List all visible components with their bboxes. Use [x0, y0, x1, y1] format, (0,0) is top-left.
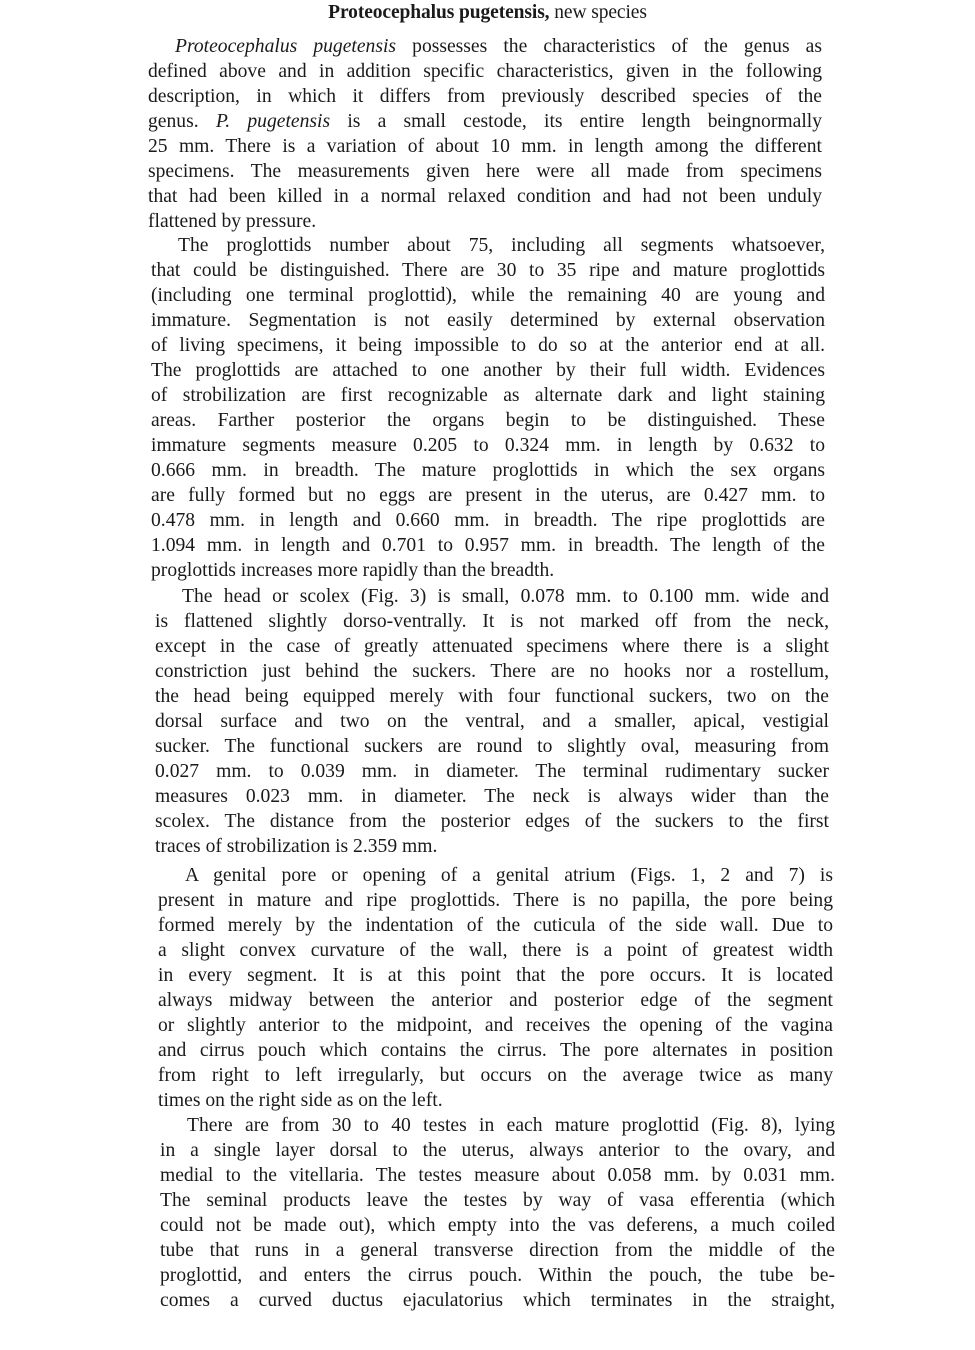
text-line — [148, 184, 822, 209]
text-line — [148, 59, 822, 84]
text-line — [155, 759, 829, 784]
paragraph-introduction — [148, 34, 822, 234]
text-line — [151, 233, 825, 258]
text-line — [160, 1263, 835, 1288]
text-line — [158, 1038, 833, 1063]
text-run: medial to the vitellaria. The testes measure about 0.058 mm. by 0.031 mm. — [160, 1165, 835, 1186]
text-line — [160, 1163, 835, 1188]
text-run: the head being equipped merely with four functional suckers, two on the — [155, 686, 829, 707]
text-run: 0.666 mm. in breadth. The mature proglottids in which the sex organs — [151, 460, 825, 481]
text-run: that had been killed in a normal relaxed condition and had not been unduly — [148, 186, 822, 207]
italic-taxon-name: P. pugetensis — [215, 111, 331, 132]
text-run: of strobilization are first recognizable as alternate dark and light staining — [151, 385, 825, 406]
text-run: flattened by pressure. — [148, 211, 317, 232]
text-line — [155, 809, 829, 834]
text-run: A genital pore or opening of a genital atrium (Figs. 1, 2 and 7) is — [185, 865, 833, 886]
text-line — [155, 659, 829, 684]
text-run: 25 mm. There is a variation of about 10 mm. in length among the different — [148, 136, 822, 157]
paragraph-genital-pore — [158, 863, 833, 1113]
text-line — [158, 863, 833, 888]
text-run: immature. Segmentation is not easily determined by external observation — [151, 310, 825, 331]
text-run: is flattened slightly dorso-ventrally. It is not marked off from the neck, — [155, 611, 829, 632]
heading-suffix: new species — [549, 2, 647, 23]
text-line — [155, 609, 829, 634]
text-line — [155, 834, 829, 859]
section-heading — [0, 0, 975, 25]
text-run: of living specimens, it being impossible to do so at the anterior end at all. — [151, 335, 825, 356]
text-line — [151, 383, 825, 408]
text-line — [155, 634, 829, 659]
text-line — [148, 84, 822, 109]
italic-taxon-name: Proteocephalus pugetensis — [175, 36, 397, 57]
text-line — [151, 358, 825, 383]
text-run: proglottid, and enters the cirrus pouch. Within the pouch, the tube be- — [160, 1265, 835, 1286]
text-line — [151, 283, 825, 308]
text-line — [151, 558, 825, 583]
text-run: except in the case of greatly attenuated specimens where there is a slight — [155, 636, 829, 657]
text-run: traces of strobilization is 2.359 mm. — [155, 836, 438, 857]
text-line — [160, 1188, 835, 1213]
text-run: specimens. The measurements given here were all made from specimens — [148, 161, 822, 182]
text-run: are fully formed but no eggs are present in the uterus, are 0.427 mm. to — [151, 485, 825, 506]
species-name: Proteocephalus pugetensis, — [328, 2, 550, 23]
text-run: The head or scolex (Fig. 3) is small, 0.078 mm. to 0.100 mm. wide and — [182, 586, 829, 607]
text-line — [158, 988, 833, 1013]
text-line — [151, 308, 825, 333]
text-line — [158, 1063, 833, 1088]
text-run: genus. — [148, 111, 216, 132]
text-run: always midway between the anterior and posterior edge of the segment — [158, 990, 833, 1011]
text-run: in a single layer dorsal to the uterus, always anterior to the ovary, and — [160, 1140, 835, 1161]
text-run: is a small cestode, its entire length beingnormally — [330, 111, 822, 132]
text-line — [158, 1013, 833, 1038]
text-line — [158, 888, 833, 913]
text-line — [155, 584, 829, 609]
text-run: and cirrus pouch which contains the cirrus. The pore alternates in position — [158, 1040, 833, 1061]
paragraph-scolex — [155, 584, 829, 859]
text-line — [158, 963, 833, 988]
text-run: measures 0.023 mm. in diameter. The neck is always wider than the — [155, 786, 829, 807]
text-run: dorsal surface and two on the ventral, and a smaller, apical, vestigial — [155, 711, 829, 732]
text-line — [160, 1113, 835, 1138]
text-run: proglottids increases more rapidly than the breadth. — [151, 560, 555, 581]
text-run: immature segments measure 0.205 to 0.324 mm. in length by 0.632 to — [151, 435, 825, 456]
text-line — [160, 1238, 835, 1263]
text-line — [160, 1213, 835, 1238]
text-run: or slightly anterior to the midpoint, and receives the opening of the vagina — [158, 1015, 833, 1036]
paragraph-testes — [160, 1113, 835, 1313]
text-run: The seminal products leave the testes by way of vasa efferentia (which — [160, 1190, 835, 1211]
text-run: tube that runs in a general transverse direction from the middle of the — [160, 1240, 835, 1261]
text-run: defined above and in addition specific characteristics, given in the following — [148, 61, 822, 82]
text-line — [151, 433, 825, 458]
text-line — [155, 684, 829, 709]
text-line — [155, 784, 829, 809]
text-line — [158, 938, 833, 963]
text-line — [151, 408, 825, 433]
text-run: scolex. The distance from the posterior edges of the suckers to the first — [155, 811, 829, 832]
text-line — [148, 159, 822, 184]
text-line — [151, 258, 825, 283]
text-run: (including one terminal proglottid), while the remaining 40 are young and — [151, 285, 825, 306]
text-line — [148, 34, 822, 59]
text-line — [151, 333, 825, 358]
text-line — [160, 1288, 835, 1313]
text-run: possesses the characteristics of the genus as — [396, 36, 823, 57]
text-run: 0.027 mm. to 0.039 mm. in diameter. The terminal rudimentary sucker — [155, 761, 829, 782]
text-run: a slight convex curvature of the wall, there is a point of greatest width — [158, 940, 833, 961]
text-run: The proglottids number about 75, including all segments whatsoever, — [178, 235, 825, 256]
text-line — [151, 458, 825, 483]
text-run: constriction just behind the suckers. There are no hooks nor a rostellum, — [155, 661, 829, 682]
text-run: sucker. The functional suckers are round to slightly oval, measuring from — [155, 736, 829, 757]
text-run: areas. Farther posterior the organs begin to be distinguished. These — [151, 410, 825, 431]
text-run: description, in which it differs from previously described species of the — [148, 86, 822, 107]
text-line — [155, 734, 829, 759]
text-line — [158, 913, 833, 938]
text-run: from right to left irregularly, but occurs on the average twice as many — [158, 1065, 833, 1086]
text-line — [151, 483, 825, 508]
text-line — [151, 508, 825, 533]
text-line — [155, 709, 829, 734]
text-run: formed merely by the indentation of the cuticula of the side wall. Due to — [158, 915, 833, 936]
text-run: The proglottids are attached to one another by their full width. Evidences — [151, 360, 825, 381]
text-line — [151, 533, 825, 558]
text-run: 0.478 mm. in length and 0.660 mm. in breadth. The ripe proglottids are — [151, 510, 825, 531]
text-run: present in mature and ripe proglottids. There is no papilla, the pore being — [158, 890, 833, 911]
paragraph-proglottids — [151, 233, 825, 583]
text-run: There are from 30 to 40 testes in each mature proglottid (Fig. 8), lying — [187, 1115, 835, 1136]
text-run: times on the right side as on the left. — [158, 1090, 443, 1111]
text-run: could not be made out), which empty into the vas deferens, a much coiled — [160, 1215, 835, 1236]
text-line — [148, 134, 822, 159]
text-line — [148, 109, 822, 134]
text-run: that could be distinguished. There are 30 to 35 ripe and mature proglottids — [151, 260, 825, 281]
text-line — [160, 1138, 835, 1163]
text-line — [148, 209, 822, 234]
text-run: in every segment. It is at this point that the pore occurs. It is located — [158, 965, 833, 986]
text-run: comes a curved ductus ejaculatorius which terminates in the straight, — [160, 1290, 835, 1311]
text-line — [158, 1088, 833, 1113]
text-run: 1.094 mm. in length and 0.701 to 0.957 mm. in breadth. The length of the — [151, 535, 825, 556]
